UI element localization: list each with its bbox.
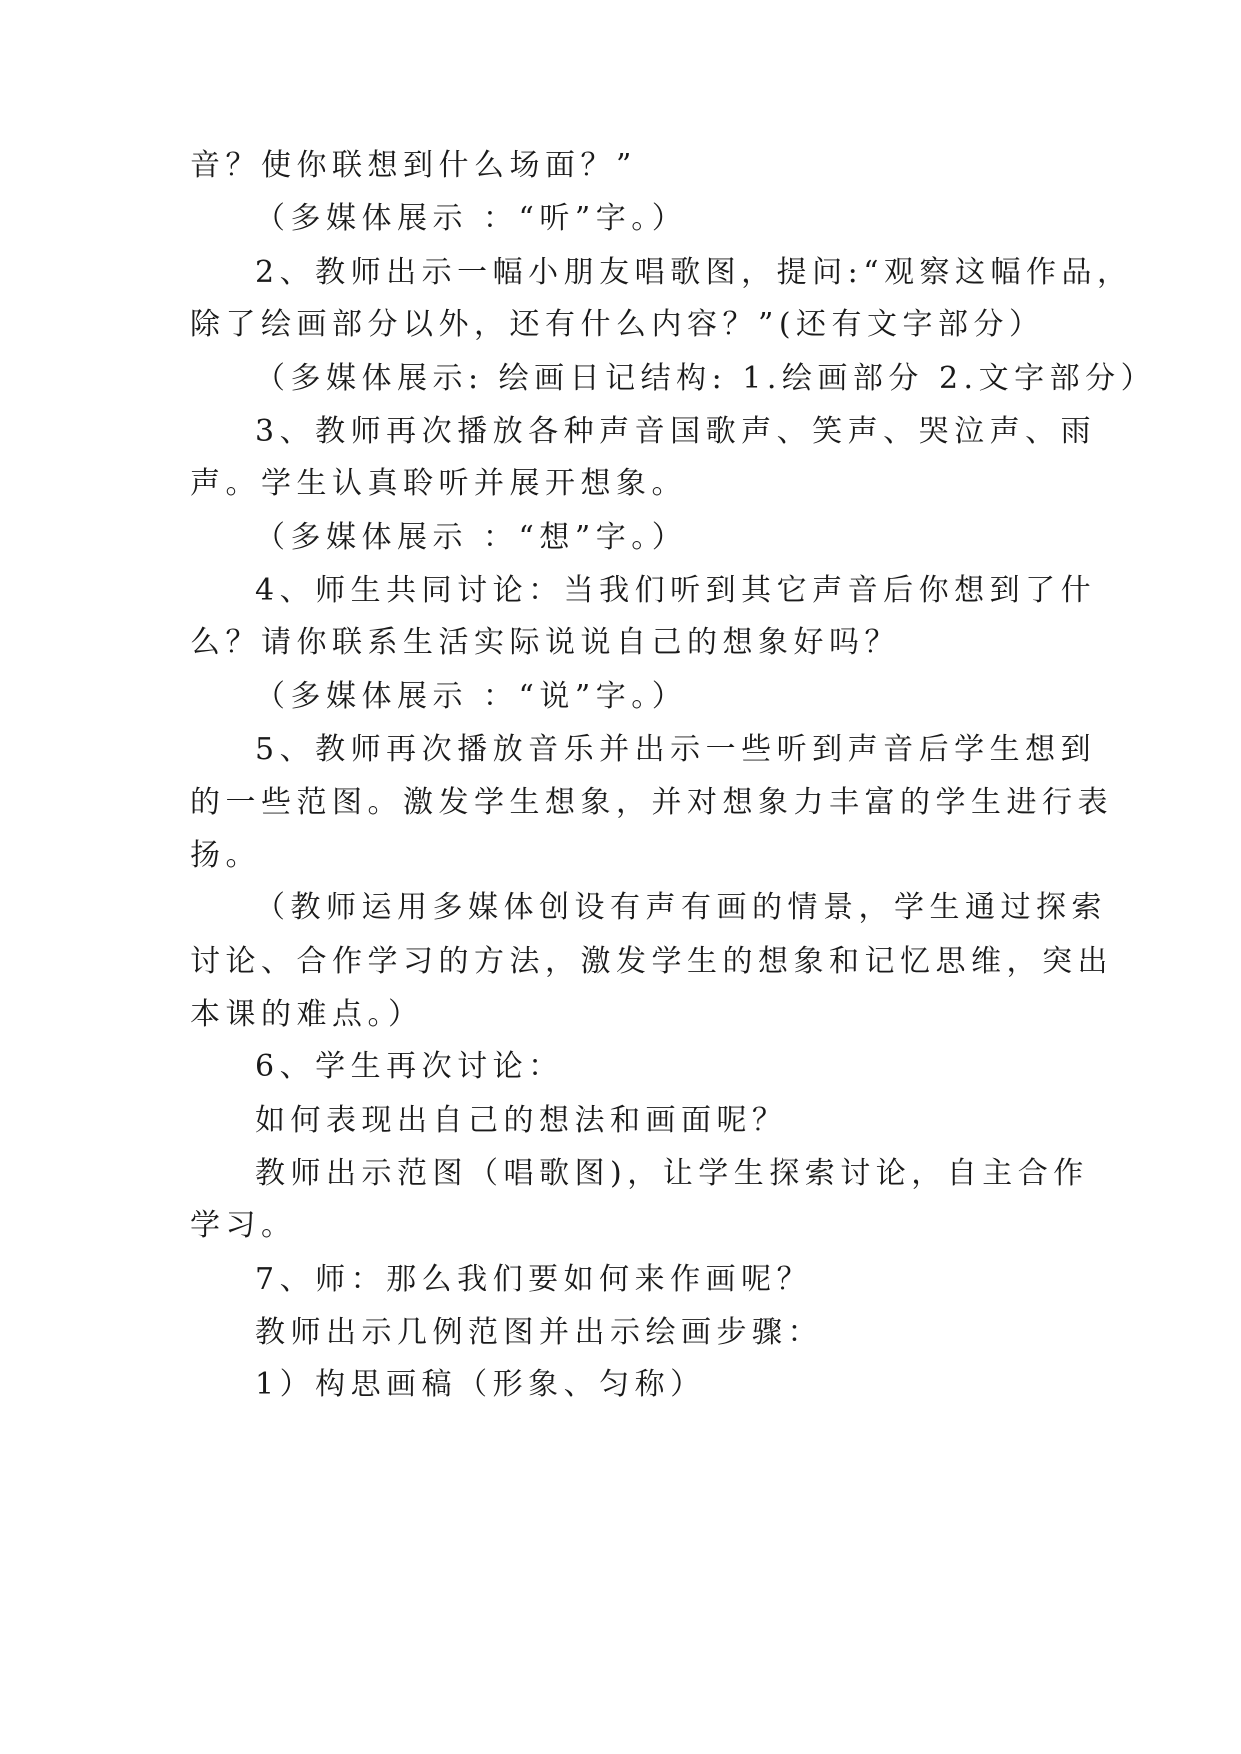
text-line: 1）构思画稿（形象、匀称） xyxy=(255,1367,706,1402)
text-line: 学习。 xyxy=(190,1208,297,1243)
text-line: 的一些范图。激发学生想象，并对想象力丰富的学生进行表 xyxy=(190,785,1113,820)
text-line: （多媒体展示 ：“想”字。） xyxy=(255,520,688,555)
text-line: 7、师：那么我们要如何来作画呢？ xyxy=(255,1262,813,1297)
text-line: 2、教师出示一幅小朋友唱歌图，提问:“观察这幅作品， xyxy=(255,255,1133,290)
text-line: 如何表现出自己的想法和画面呢？ xyxy=(255,1103,788,1138)
text-line: 教师出示范图（唱歌图)，让学生探索讨论，自主合作 xyxy=(255,1156,1089,1191)
text-line: 4、师生共同讨论：当我们听到其它声音后你想到了什 xyxy=(255,573,1097,608)
text-line: （多媒体展示: 绘画日记结构: 1.绘画部分 2.文字部分） xyxy=(255,361,1157,396)
text-line: 扬。 xyxy=(190,838,261,873)
text-line: 讨论、合作学习的方法，激发学生的想象和记忆思维，突出 xyxy=(190,944,1113,979)
text-line: （多媒体展示 ：“说”字。） xyxy=(255,679,688,714)
text-line: 3、教师再次播放各种声音国歌声、笑声、哭泣声、雨 xyxy=(255,414,1097,449)
text-line: （教师运用多媒体创设有声有画的情景，学生通过探索 xyxy=(255,890,1107,925)
text-line: 除了绘画部分以外，还有什么内容？”(还有文字部分） xyxy=(190,307,1045,342)
text-line: 6、学生再次讨论： xyxy=(255,1049,564,1084)
text-line: （多媒体展示 ：“听”字。） xyxy=(255,201,688,236)
text-line: 么？请你联系生活实际说说自己的想象好吗？ xyxy=(190,625,900,660)
text-line: 声。学生认真聆听并展开想象。 xyxy=(190,466,687,501)
text-line: 本课的难点。） xyxy=(190,997,424,1032)
text-line: 音？使你联想到什么场面？” xyxy=(190,148,637,183)
text-line: 5、教师再次播放音乐并出示一些听到声音后学生想到 xyxy=(255,732,1097,767)
text-line: 教师出示几例范图并出示绘画步骤： xyxy=(255,1315,823,1350)
